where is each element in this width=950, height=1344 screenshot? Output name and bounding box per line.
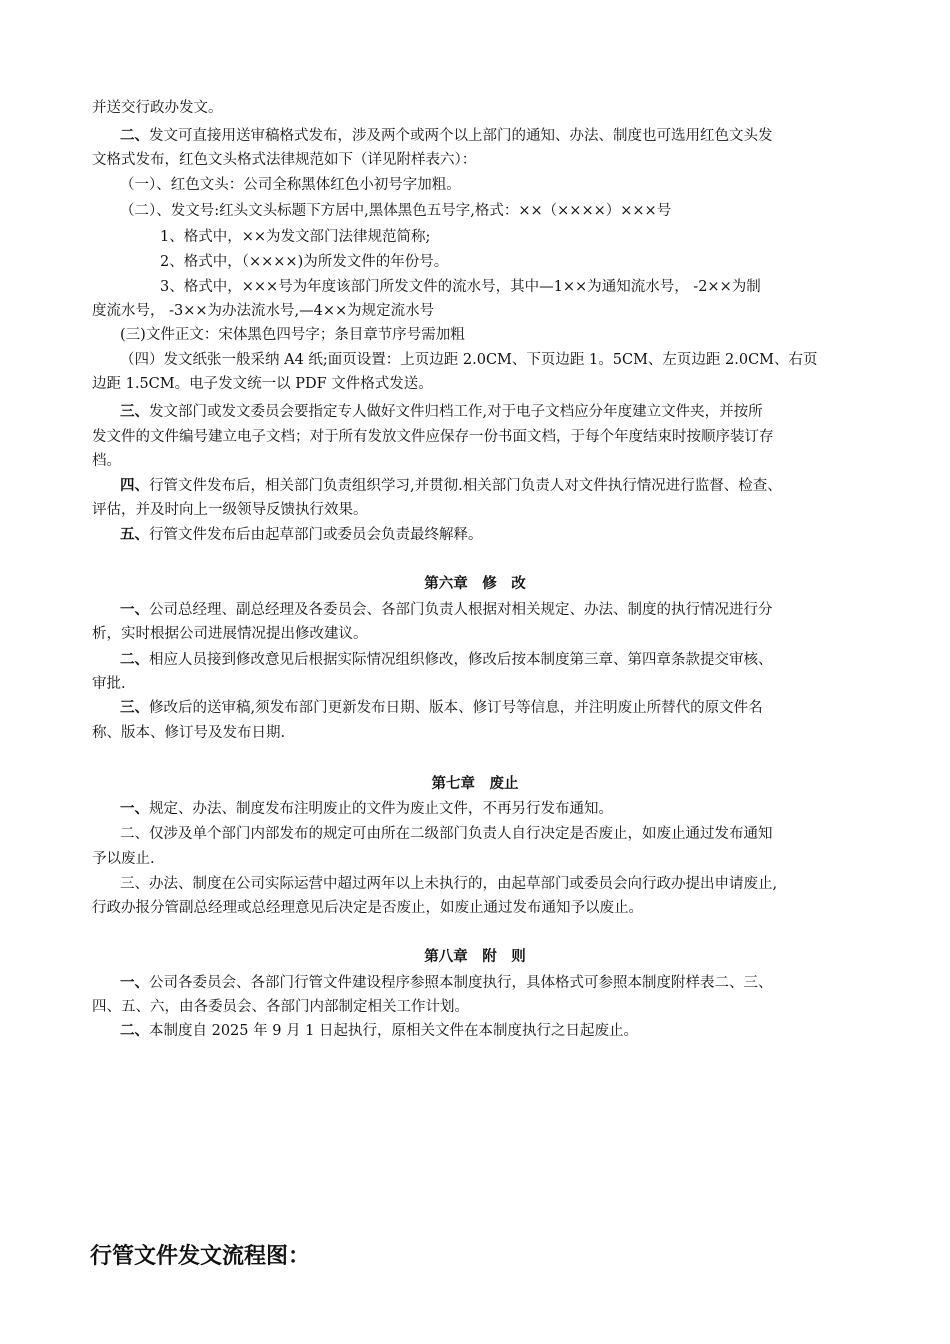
paragraph-line: 度流水号， -3××为办法流水号,—4××为规定流水号 [92,303,435,319]
paragraph-line: 行政办报分管副总经理或总经理意见后决定是否废止，如废止通过发布通知予以废止。 [92,900,643,916]
item-number: 一、 [120,800,149,817]
paragraph-line: 发文件的文件编号建立电子文档；对于所有发放文件应保存一份书面文档，于每个年度结束时按顺序装订存 [92,429,774,445]
paragraph-line: 四、五、六，由各委员会、各部门内部制定相关工作计划。 [92,999,469,1015]
paragraph-line: 边距 1.5CM。电子发文统一以 PDF 文件格式发送。 [92,376,433,392]
item-number: 二、 [120,651,149,668]
paragraph-line: 二、发文可直接用送审稿格式发布，涉及两个或两个以上部门的通知、办法、制度也可选用红色文头发 [120,127,773,144]
paragraph-line: （一）、红色文头：公司全称黑体红色小初号字加粗。 [120,177,461,193]
item-number: 四、 [120,477,149,494]
item-number: 三、 [120,403,149,420]
item-number: 二、 [120,1022,149,1039]
paragraph-line: 二、相应人员接到修改意见后根据实际情况组织修改，修改后按本制度第三章、第四章条款提交审核、 [120,651,773,668]
paragraph-line: 称、版本、修订号及发布日期. [92,725,286,741]
paragraph-line: 3、格式中，×××号为年度该部门所发文件的流水号，其中—1××为通知流水号， -2××为制 [160,279,761,295]
paragraph-line: 五、行管文件发布后由起草部门或委员会负责最终解释。 [120,526,483,543]
paragraph-line: 1、格式中，××为发文部门法律规范简称; [160,229,431,245]
paragraph-line: 三、发文部门或发文委员会要指定专人做好文件归档工作,对于电子文档应分年度建立文件夹，并按所 [120,403,763,420]
item-number: 一、 [120,974,149,991]
chapter-heading: 第六章 修 改 [424,575,526,592]
paragraph-line: 审批. [92,676,126,692]
paragraph-line: 析，实时根据公司进展情况提出修改建议。 [92,626,368,642]
chapter-heading: 第七章 废止 [431,775,519,792]
paragraph-line: 文格式发布，红色文头格式法律规范如下（详见附样表六）： [92,152,477,168]
paragraph-line: 二、本制度自 2025 年 9 月 1 日起执行，原相关文件在本制度执行之日起废止。 [120,1022,639,1039]
paragraph-line: 2、格式中，（××××)为所发文件的年份号。 [160,254,449,270]
paragraph-line: 一、公司各委员会、各部门行管文件建设程序参照本制度执行，具体格式可参照本制度附样表二、三、 [120,974,773,991]
paragraph-line: 二、仅涉及单个部门内部发布的规定可由所在二级部门负责人自行决定是否废止，如废止通过发布通知 [120,826,773,842]
paragraph-line: （二）、发文号:红头文头标题下方居中,黑体黑色五号字,格式：××（××××）×××号 [120,203,672,219]
flowchart-title: 行管文件发文流程图： [90,1244,311,1269]
paragraph-line: 三、修改后的送审稿,须发布部门更新发布日期、版本、修订号等信息，并注明废止所替代的原文件名 [120,699,763,716]
paragraph-line: (三)文件正文：宋体黑色四号字；条目章节序号需加粗 [120,327,465,343]
paragraph-line: 四、行管文件发布后，相关部门负责组织学习,并贯彻.相关部门负责人对文件执行情况进行监督、检查、 [120,477,782,494]
paragraph-line: 三、办法、制度在公司实际运营中超过两年以上未执行的，由起草部门或委员会向行政办提出申请废止, [120,876,778,892]
paragraph-line: 予以废止. [92,851,155,867]
item-number: 五、 [120,526,149,543]
paragraph-line: 评估，并及时向上一级领导反馈执行效果。 [92,502,368,518]
paragraph-line: （四）发文纸张一般采纳 A4 纸;面页设置：上页边距 2.0CM、下页边距 1。5CM、左页边距 2.0CM、右页 [120,352,818,368]
item-number: 三、 [120,699,149,716]
paragraph-line: 一、规定、办法、制度发布注明废止的文件为废止文件，不再另行发布通知。 [120,800,613,817]
item-number: 二、 [120,127,149,144]
item-number: 一、 [120,601,149,618]
paragraph-line: 并送交行政办发文。 [92,100,223,116]
paragraph-line: 一、公司总经理、副总经理及各委员会、各部门负责人根据对相关规定、办法、制度的执行情况进行分 [120,601,773,618]
chapter-heading: 第八章 附 则 [424,948,526,965]
paragraph-line: 档。 [92,453,121,469]
